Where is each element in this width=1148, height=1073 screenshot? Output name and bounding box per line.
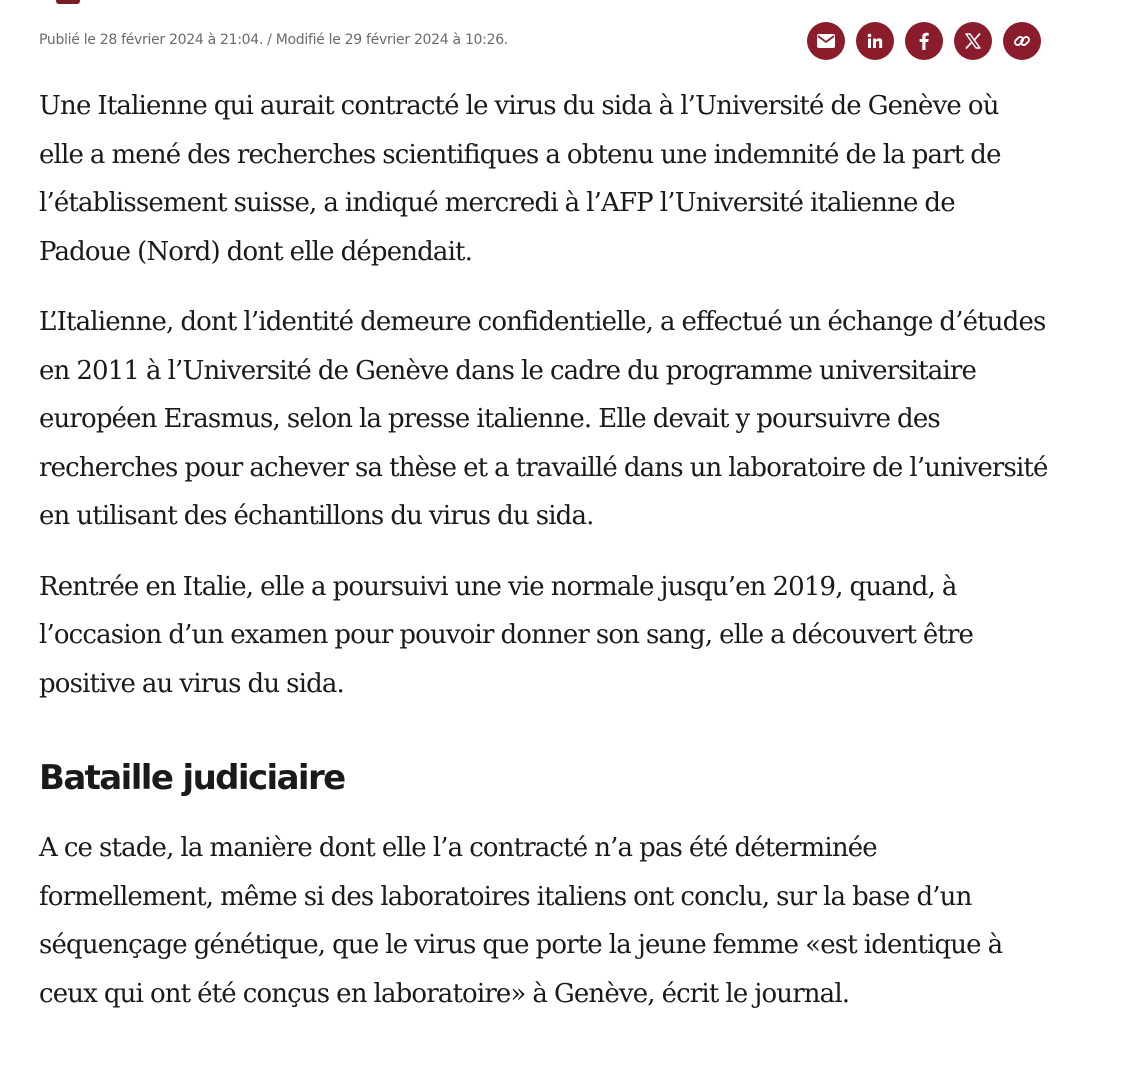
article-paragraph: Rentrée en Italie, elle a poursuivi une vie normale jusqu’en 2019, quand, à l’occasion d’un examen pour pouvoir donner son sang, elle a découvert être positive au virus du sida.: [39, 571, 974, 699]
envelope-icon: [817, 34, 835, 48]
share-facebook-button[interactable]: [905, 22, 943, 60]
article-paragraph: L’Italienne, dont l’identité demeure confidentielle, a effectué un échange d’études en 2011 à l’Université de Genève dans le cadre du programme universitaire européen Erasmus, selon la presse italienne. Elle devait y poursuivre des recherches pour achever sa thèse et a travaillé dans un laboratoire de l’université en utilisant des échantillons du virus du sida.: [39, 307, 1048, 531]
x-icon: [965, 33, 981, 49]
article-meta: [39, 22, 1041, 58]
section-heading: Bataille judiciaire: [39, 758, 345, 798]
linkedin-icon: [867, 33, 883, 49]
share-buttons: [807, 22, 1041, 60]
article-paragraph: A ce stade, la manière dont elle l’a contracté n’a pas été déterminée formellement, même si des laboratoires italiens ont conclu, sur la base d’un séquençage génétique, que le virus que porte la jeune femme «est identique à ceux qui ont été conçus en laboratoire» à Genève, écrit le journal.: [39, 833, 1003, 1009]
copy-link-button[interactable]: [1003, 22, 1041, 60]
article-paragraph: Une Italienne qui aurait contracté le virus du sida à l’Université de Genève où elle a mené des recherches scientifiques a obtenu une indemnité de la part de l’établissement suisse, a indiqué mercredi à l’AFP l’Université italienne de Padoue (Nord) dont elle dépendait.: [39, 91, 1001, 267]
share-email-button[interactable]: [807, 22, 845, 60]
share-linkedin-button[interactable]: [856, 22, 894, 60]
publication-dates: Publié le 28 février 2024 à 21:04. / Modifié le 29 février 2024 à 10:26.: [39, 32, 508, 48]
share-x-button[interactable]: [954, 22, 992, 60]
logo-fragment: [56, 0, 80, 4]
article-body: [39, 82, 1049, 1040]
facebook-icon: [919, 32, 929, 50]
link-icon: [1013, 32, 1031, 50]
